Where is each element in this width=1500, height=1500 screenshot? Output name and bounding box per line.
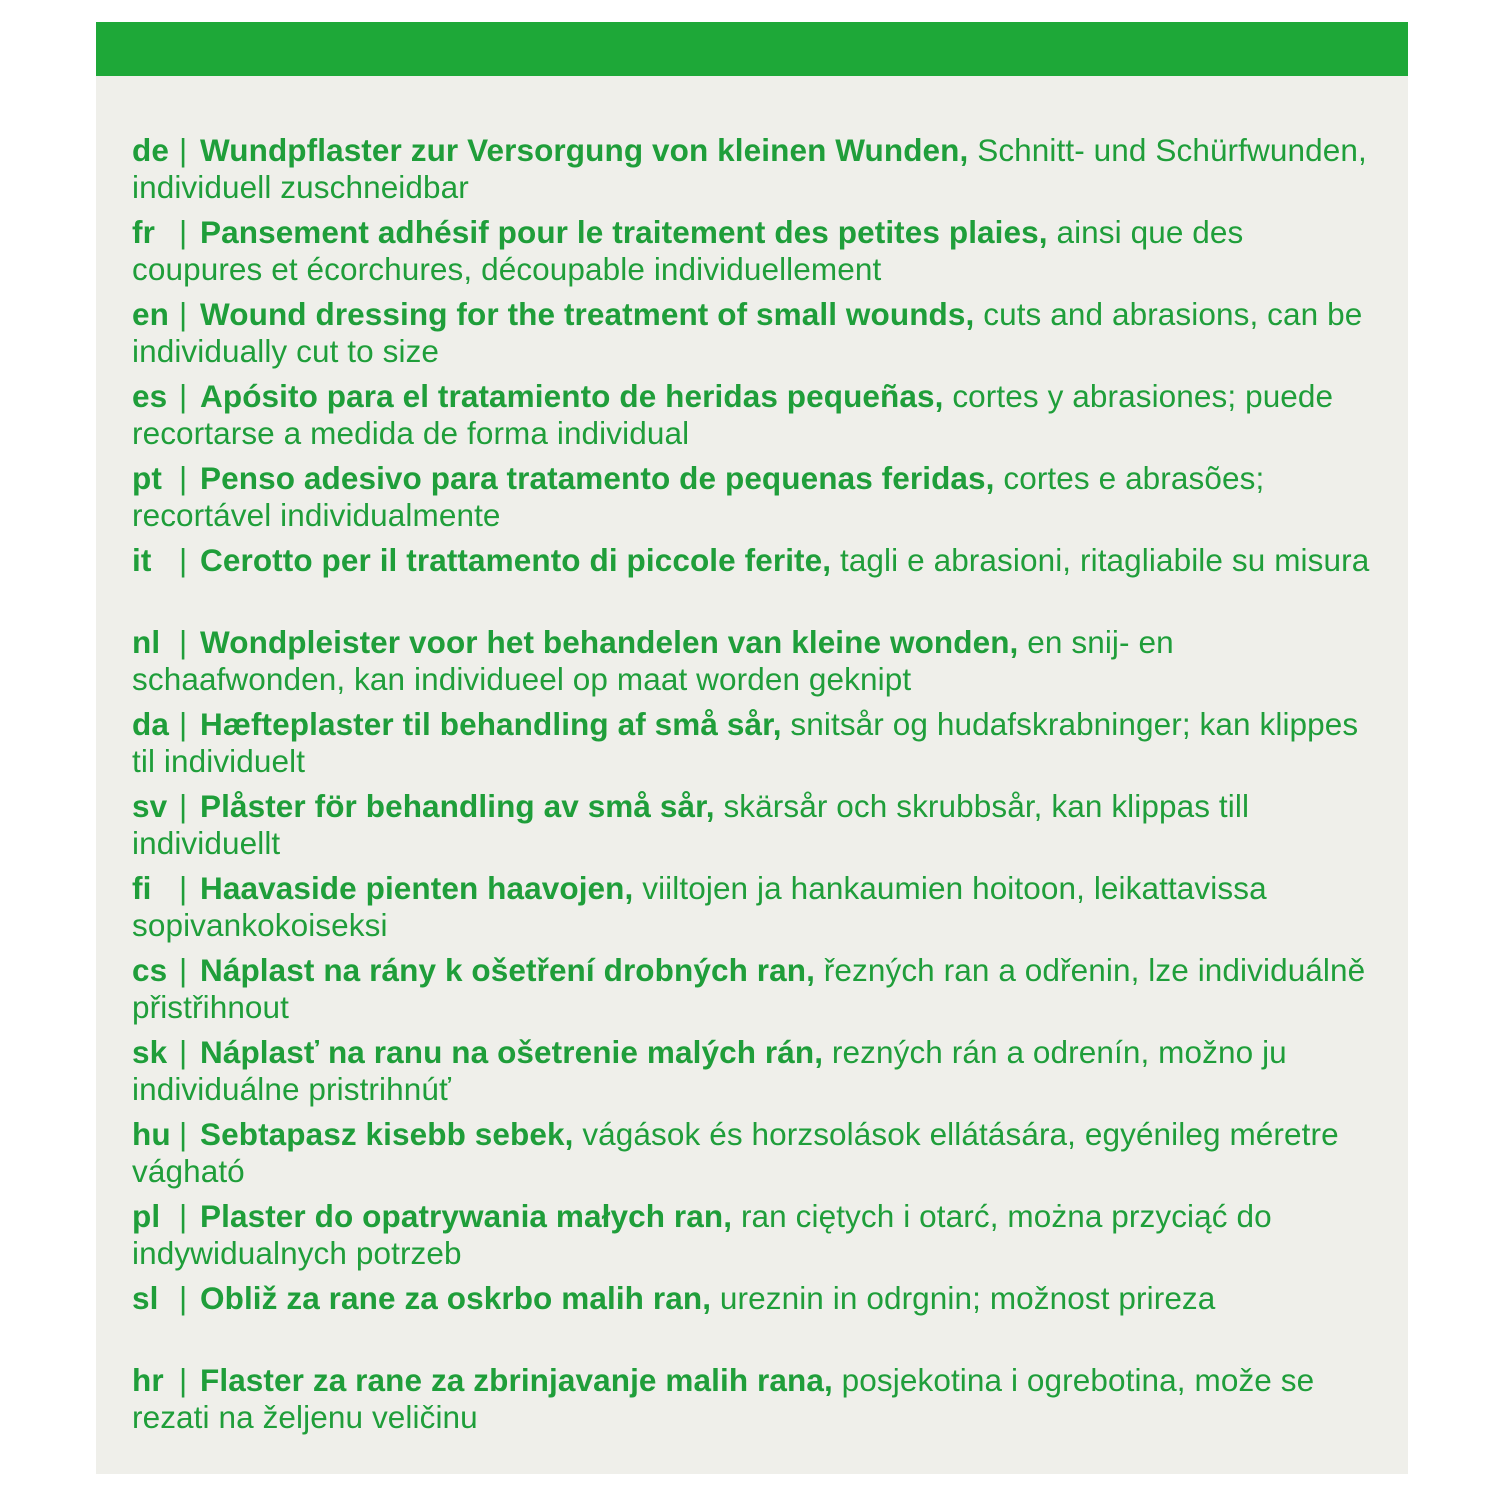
language-entry-list (132, 132, 1382, 1444)
language-separator: | (179, 460, 188, 496)
entry-text (132, 706, 1382, 780)
language-entry-nl (132, 624, 1382, 706)
language-code: hu (132, 1116, 171, 1152)
entry-text (132, 1034, 1382, 1108)
entry-text (132, 460, 1382, 534)
language-entry-sk (132, 1034, 1382, 1116)
package-panel (96, 22, 1408, 1474)
language-code: pl (132, 1198, 161, 1234)
language-entry-en (132, 296, 1382, 378)
entry-regular-text: vágások és horzsolások ellátására, egyénileg méretre vágható (132, 1116, 1339, 1189)
entry-text (132, 296, 1382, 370)
entry-text (132, 132, 1382, 206)
entry-bold-text: Apósito para el tratamiento de heridas pequeñas, (200, 378, 944, 414)
entry-bold-text: Wondpleister voor het behandelen van kleine wonden, (200, 624, 1019, 660)
language-separator: | (179, 214, 188, 250)
language-entry-hu (132, 1116, 1382, 1198)
entry-bold-text: Cerotto per il trattamento di piccole ferite, (200, 542, 832, 578)
entry-bold-text: Flaster za rane za zbrinjavanje malih rana, (200, 1362, 833, 1398)
language-code: sv (132, 788, 168, 824)
language-code: hr (132, 1362, 164, 1398)
language-separator: | (179, 542, 188, 578)
entry-regular-text: snitsår og hudafskrabninger; kan klippes til individuelt (132, 706, 1359, 779)
entry-regular-text: rezných rán a odrenín, možno ju individuálne pristrihnúť (132, 1034, 1287, 1107)
language-entry-cs (132, 952, 1382, 1034)
language-separator: | (179, 296, 188, 332)
language-separator: | (179, 1034, 188, 1070)
entry-bold-text: Náplast na rány k ošetření drobných ran, (200, 952, 815, 988)
language-code: en (132, 296, 169, 332)
language-code: fi (132, 870, 152, 906)
language-entry-fr (132, 214, 1382, 296)
language-code: da (132, 706, 169, 742)
entry-regular-text: ainsi que des coupures et écorchures, découpable individuellement (132, 214, 1244, 287)
language-code: sk (132, 1034, 168, 1070)
entry-regular-text: cortes y abrasiones; puede recortarse a medida de forma individual (132, 378, 1334, 451)
language-entry-sl (132, 1280, 1382, 1362)
language-entry-it (132, 542, 1382, 624)
language-separator: | (179, 132, 188, 168)
language-code: fr (132, 214, 155, 250)
entry-bold-text: Wound dressing for the treatment of small wounds, (200, 296, 975, 332)
green-header-band (96, 22, 1408, 76)
entry-text (132, 542, 1382, 579)
entry-text (132, 870, 1382, 944)
language-code: nl (132, 624, 161, 660)
entry-regular-text: skärsår och skrubbsår, kan klippas till individuellt (132, 788, 1250, 861)
entry-regular-text: tagli e abrasioni, ritagliabile su misura (831, 542, 1370, 578)
language-entry-es (132, 378, 1382, 460)
language-entry-hr (132, 1362, 1382, 1444)
language-entry-da (132, 706, 1382, 788)
language-separator: | (179, 706, 188, 742)
language-separator: | (179, 378, 188, 414)
language-code: sl (132, 1280, 159, 1316)
entry-regular-text: posjekotina i ogrebotina, može se rezati na željenu veličinu (132, 1362, 1315, 1435)
language-separator: | (179, 1280, 188, 1316)
entry-bold-text: Haavaside pienten haavojen, (200, 870, 634, 906)
entry-text (132, 624, 1382, 698)
entry-bold-text: Plåster för behandling av små sår, (200, 788, 715, 824)
entry-text (132, 378, 1382, 452)
entry-text (132, 1116, 1382, 1190)
language-separator: | (179, 952, 188, 988)
entry-regular-text: cortes e abrasões; recortável individualmente (132, 460, 1265, 533)
language-separator: | (179, 1116, 188, 1152)
language-separator: | (179, 870, 188, 906)
language-entry-fi (132, 870, 1382, 952)
entry-text (132, 1280, 1382, 1317)
entry-regular-text: ureznin in odrgnin; možnost prireza (711, 1280, 1216, 1316)
language-separator: | (179, 1362, 188, 1398)
entry-text (132, 214, 1382, 288)
entry-regular-text: Schnitt- und Schürfwunden, individuell zuschneidbar (132, 132, 1367, 205)
entry-regular-text: ran ciętych i otarć, można przyciąć do indywidualnych potrzeb (132, 1198, 1272, 1271)
language-separator: | (179, 624, 188, 660)
entry-text (132, 1198, 1382, 1272)
entry-bold-text: Náplasť na ranu na ošetrenie malých rán, (200, 1034, 824, 1070)
language-entry-pt (132, 460, 1382, 542)
language-code: it (132, 542, 152, 578)
language-separator: | (179, 1198, 188, 1234)
language-entry-de (132, 132, 1382, 214)
language-code: de (132, 132, 169, 168)
language-code: es (132, 378, 168, 414)
language-separator: | (179, 788, 188, 824)
entry-bold-text: Pansement adhésif pour le traitement des petites plaies, (200, 214, 1048, 250)
entry-text (132, 788, 1382, 862)
language-code: pt (132, 460, 162, 496)
entry-text (132, 1362, 1382, 1436)
language-code: cs (132, 952, 168, 988)
entry-regular-text: řezných ran a odřenin, lze individuálně přistřihnout (132, 952, 1366, 1025)
language-entry-pl (132, 1198, 1382, 1280)
language-entry-sv (132, 788, 1382, 870)
entry-regular-text: cuts and abrasions, can be individually cut to size (132, 296, 1363, 369)
entry-regular-text: viiltojen ja hankaumien hoitoon, leikattavissa sopivankokoiseksi (132, 870, 1267, 943)
entry-bold-text: Sebtapasz kisebb sebek, (200, 1116, 574, 1152)
entry-bold-text: Hæfteplaster til behandling af små sår, (200, 706, 782, 742)
entry-bold-text: Penso adesivo para tratamento de pequenas feridas, (200, 460, 995, 496)
entry-bold-text: Wundpflaster zur Versorgung von kleinen Wunden, (200, 132, 969, 168)
entry-text (132, 952, 1382, 1026)
entry-regular-text: en snij- en schaafwonden, kan individueel op maat worden geknipt (132, 624, 1174, 697)
entry-bold-text: Obliž za rane za oskrbo malih ran, (200, 1280, 712, 1316)
entry-bold-text: Plaster do opatrywania małych ran, (200, 1198, 733, 1234)
